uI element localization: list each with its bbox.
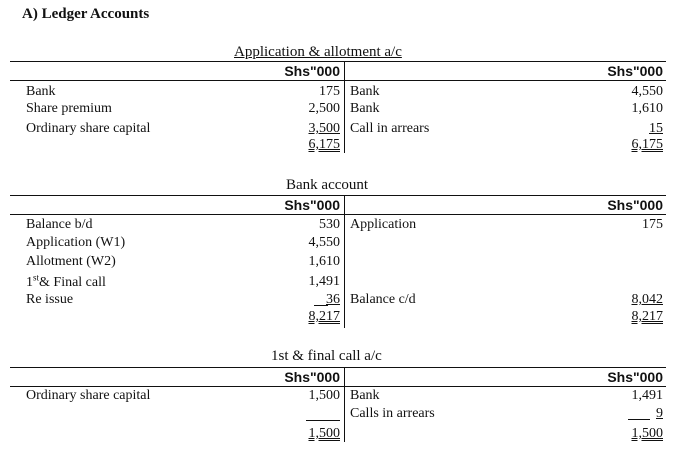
credit-entry-label: Balance c/d: [350, 292, 416, 307]
debit-entry-amount: 2,500: [308, 101, 340, 116]
section-title: A) Ledger Accounts: [22, 6, 150, 22]
credit-entry-label: Call in arrears: [350, 121, 430, 136]
debit-total: 8,217: [308, 309, 340, 324]
credit-entry-label: Bank: [350, 101, 380, 116]
debit-entry-label: [26, 272, 106, 291]
ordinal-suffix: st: [33, 272, 40, 283]
debit-entry-amount: 1,491: [308, 274, 340, 289]
ordinal-number: 1: [26, 275, 33, 290]
debit-entry-amount: 4,550: [308, 235, 340, 250]
debit-entry-amount: 530: [319, 217, 340, 232]
ordinal-text: & Final call: [39, 275, 106, 290]
credit-total: 1,500: [631, 426, 663, 441]
credit-entry-amount: 8,042: [631, 292, 663, 307]
credit-entry-amount: 9: [656, 406, 663, 421]
ledger-header-rule: [10, 214, 666, 215]
credit-total: 6,175: [631, 137, 663, 152]
debit-entry-amount: 1,610: [308, 254, 340, 269]
credit-entry-label: Calls in arrears: [350, 406, 435, 421]
credit-entry-label: Application: [350, 217, 417, 232]
debit-currency-header: Shs"000: [284, 197, 340, 213]
debit-entry-label: Allotment (W2): [26, 254, 116, 269]
credit-currency-header: Shs"000: [607, 63, 663, 79]
ledger-center-rule: [344, 61, 345, 153]
debit-entry-amount: 36: [326, 292, 340, 307]
ledger-title: Bank account: [286, 177, 369, 193]
debit-entry-amount: 1,500: [308, 388, 340, 403]
credit-entry-amount: 4,550: [631, 84, 663, 99]
credit-entry-amount: 175: [642, 217, 663, 232]
credit-entry-amount: 15: [649, 121, 663, 136]
credit-entry-label: Bank: [350, 388, 380, 403]
credit-currency-header: Shs"000: [607, 369, 663, 385]
debit-entry-label: Balance b/d: [26, 217, 93, 232]
ledger-center-rule: [344, 367, 345, 442]
credit-entry-amount: 1,610: [631, 101, 663, 116]
debit-currency-header: Shs"000: [284, 63, 340, 79]
credit-total: 8,217: [631, 309, 663, 324]
ledger-top-rule: [10, 61, 666, 62]
debit-entry-amount: 3,500: [308, 121, 340, 136]
amount-underline: [306, 420, 340, 421]
debit-entry-amount: 175: [319, 84, 340, 99]
debit-entry-label: Bank: [26, 84, 56, 99]
debit-entry-label: Ordinary share capital: [26, 388, 151, 403]
ledger-header-rule: [10, 80, 666, 81]
debit-entry-label: Re issue: [26, 292, 74, 307]
debit-entry-label: Ordinary share capital: [26, 121, 151, 136]
credit-entry-label: Bank: [350, 84, 380, 99]
debit-entry-label: Share premium: [26, 101, 112, 116]
debit-total: 6,175: [308, 137, 340, 152]
ledger-header-rule: [10, 386, 666, 387]
ledger-title: 1st & final call a/c: [271, 348, 382, 364]
ledger-title: Application & allotment a/c: [234, 44, 402, 60]
credit-entry-amount: 1,491: [631, 388, 663, 403]
debit-entry-label: Application (W1): [26, 235, 126, 250]
debit-total: 1,500: [308, 426, 340, 441]
credit-currency-header: Shs"000: [607, 197, 663, 213]
ledger-top-rule: [10, 195, 666, 196]
debit-currency-header: Shs"000: [284, 369, 340, 385]
ledger-top-rule: [10, 367, 666, 368]
